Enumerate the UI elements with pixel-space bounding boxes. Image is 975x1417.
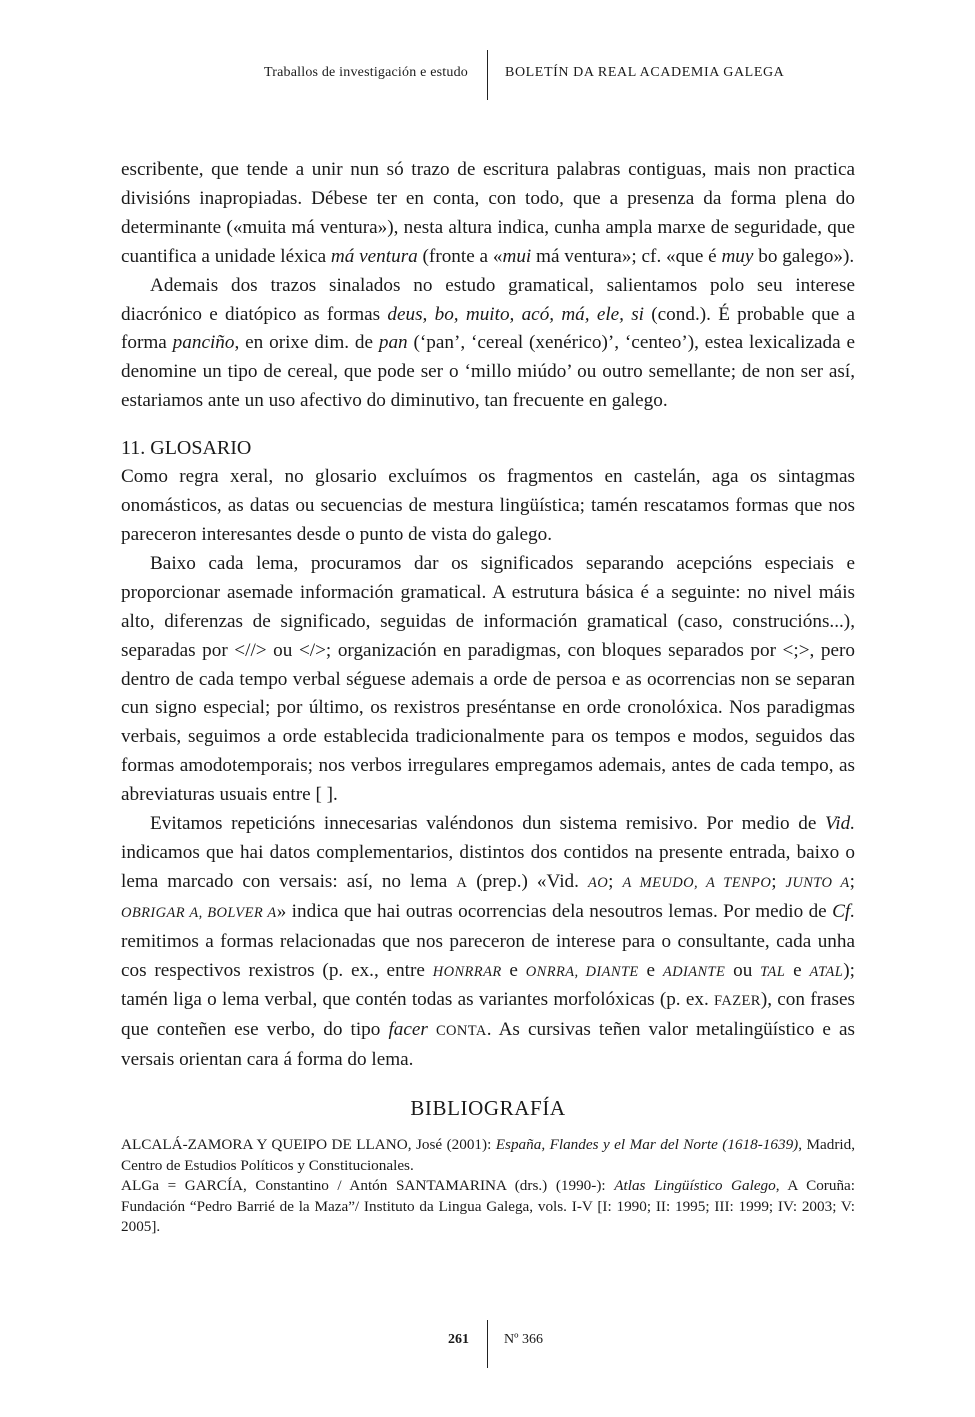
header-section: Traballos de investigación e estudo bbox=[263, 65, 468, 80]
page-body bbox=[121, 156, 855, 1238]
footer-divider bbox=[487, 1320, 488, 1368]
bibliography-list bbox=[121, 1135, 855, 1238]
section-heading: 11. GLOSARIO bbox=[121, 437, 252, 460]
page-number: 261 bbox=[448, 1332, 469, 1347]
paragraph-2: Ademais dos trazos sinalados no estudo gramatical, salientamos polo seu interese diacrónico e diatópico as formas deus, bo, muito, acó, má, ele, si (cond.). É probable que a forma panciño, en orixe dim. de pan (‘pan’, ‘cereal (xenérico)’, ‘centeo’), estea lexicalizada e denomine un tipo de cereal, que pode ser o ‘millo miúdo’ ou outro semellante; de non ser así, estariamos ante un uso afectivo do diminutivo, tan frecuente en galego. bbox=[121, 274, 855, 412]
header-divider bbox=[487, 50, 488, 100]
paragraph-3: Como regra xeral, no glosario excluímos os fragmentos en castelán, aga os sintagmas onomásticos, as datas ou secuencias de mestura lingüística; tamén rescatamos formas que nos pareceron interesantes desde o punto de vista do galego. bbox=[121, 466, 855, 545]
issue-number: Nº 366 bbox=[504, 1332, 543, 1347]
bibliography-entry: ALGa = GARCÍA, Constantino / Antón SANTAMARINA (drs.) (1990-): Atlas Lingüístico Galego, A Coruña: Fundación “Pedro Barrié de la Maza”/ Instituto da Lingua Galega, vols. I-V [I: 1990; II: 1995; III: 1999; IV: 2003; V: 2005]. bbox=[121, 1177, 855, 1236]
paragraph-5: Evitamos repeticións innecesarias valéndonos dun sistema remisivo. Por medio de Vid. indicamos que hai datos complementarios, distintos dos contidos na presente entrada, baixo o lema marcado con versais: así, no lema A (prep.) «Vid. AO; A MEUDO, A TENPO; JUNTO A; OBRIGAR A, BOLVER A» indica que hai outras ocorrencias dela nesoutros lemas. Por medio de Cf. remitimos a formas relacionadas que nos pareceron de interese para o consultante, cada unha cos respectivos rexistros (p. ex., entre HONRRAR e ONRRA, DIANTE e ADIANTE ou TAL e ATAL); tamén liga o lema verbal, que contén todas as variantes morfolóxicas (p. ex. FAZER), con frases que conteñen ese verbo, do tipo facer CONTA. As cursivas teñen valor metalingüístico e as versais orientan cara á forma do lema. bbox=[121, 813, 856, 1071]
page-footer bbox=[0, 1320, 975, 1370]
running-header bbox=[0, 50, 975, 100]
paragraph-4: Baixo cada lema, procuramos dar os significados separando acepcións especiais e proporcionar asemade información gramatical. A estrutura básica é a seguinte: no nivel máis alto, diferenzas de significado, seguidas de información gramatical (caso, construcións...), separadas por <//> ou </>; organización en paradigmas, con bloques separados por <;>, pero dentro de cada tempo verbal séguese ademais a orde de persoa e as ocorrencias non se separan cun signo especial; por último, os rexistros preséntanse en orde cronolóxica. Nos paradigmas verbais, seguimos a orde establecida tradicionalmente para os tempos e modos, seguidos das formas amodotemporais; nos verbos irregulares empregamos ademais, antes de cada tempo, as abreviaturas usuais entre [ ]. bbox=[121, 552, 855, 806]
header-journal: BOLETÍN DA REAL ACADEMIA GALEGA bbox=[505, 65, 785, 80]
bibliography-entry: ALCALÁ-ZAMORA Y QUEIPO DE LLANO, José (2001): España, Flandes y el Mar del Norte (1618-1639), Madrid, Centro de Estudios Políticos y Constitucionales. bbox=[121, 1136, 856, 1174]
paragraph-1: escribente, que tende a unir nun só trazo de escritura palabras contiguas, mais non practica divisións inapropiadas. Débese ter en conta, con todo, que a presenza da forma plena do determinante («muita má ventura»), nesta altura indica, cunha ampla marxe de seguridade, que cuantifica a unidade léxica má ventura (fronte a «mui má ventura»; cf. «que é muy bo galego»). bbox=[121, 159, 855, 267]
bibliography-heading: BIBLIOGRAFÍA bbox=[410, 1096, 566, 1121]
